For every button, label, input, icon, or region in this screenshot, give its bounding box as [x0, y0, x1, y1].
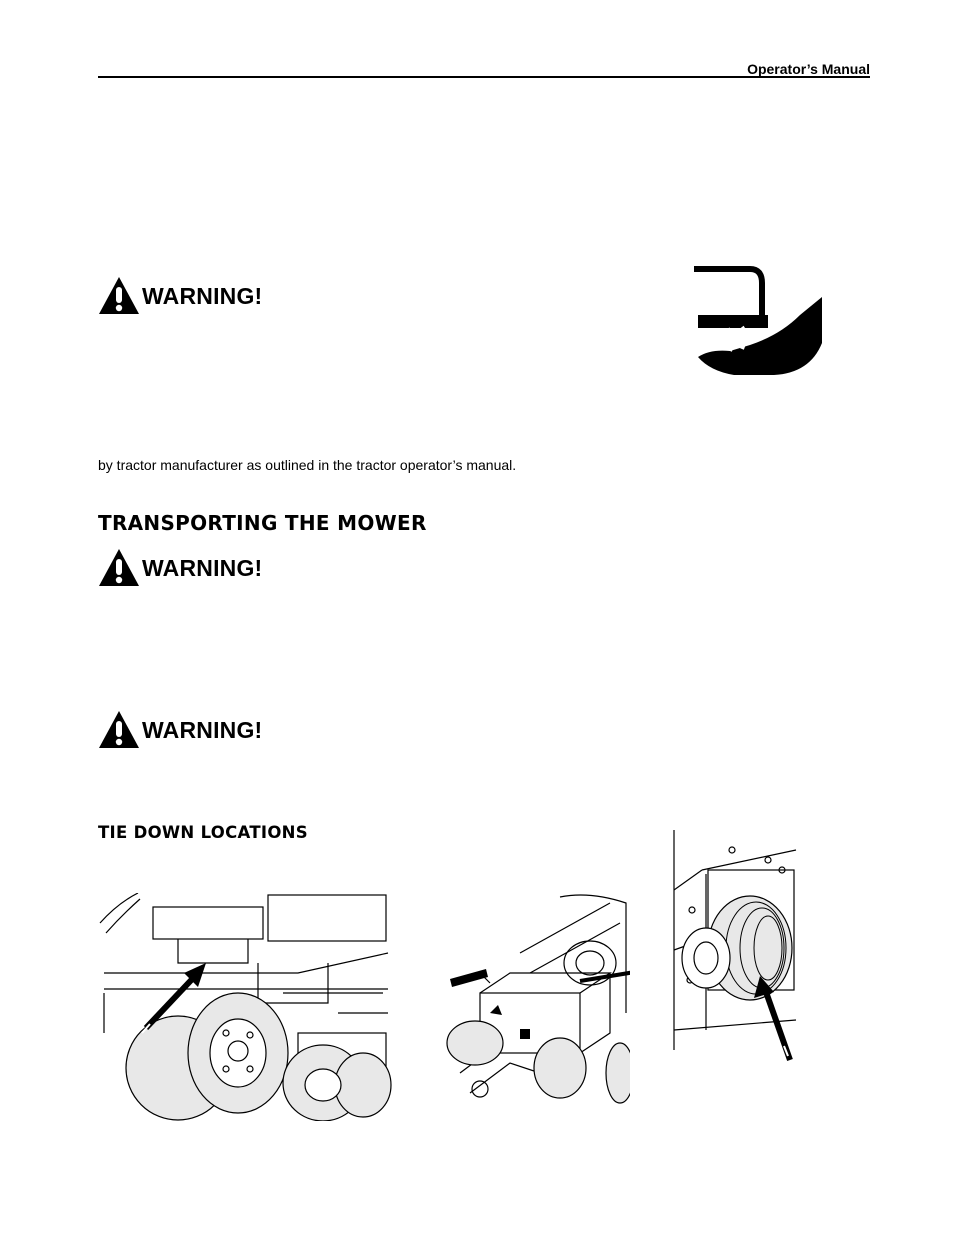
body-paragraph-line: by tractor manufacturer as outlined in the tractor operator’s manual. — [98, 457, 517, 473]
tie-down-illustration-detail — [672, 830, 797, 1066]
tie-down-illustration-rear — [98, 893, 393, 1121]
tie-down-illustration-front — [440, 893, 630, 1108]
header-rule — [98, 76, 870, 78]
page-header-title: Operator’s Manual — [747, 61, 870, 77]
warning-triangle-icon — [98, 548, 140, 588]
hand-crush-hazard-icon — [690, 265, 825, 380]
warning-block-2 — [98, 548, 262, 588]
section-heading-transporting: TRANSPORTING THE MOWER — [98, 511, 427, 535]
section-heading-tie-down: TIE DOWN LOCATIONS — [98, 823, 308, 842]
warning-label: WARNING! — [142, 554, 263, 581]
warning-triangle-icon — [98, 276, 140, 316]
warning-triangle-icon — [98, 710, 140, 750]
warning-block-1 — [98, 276, 262, 316]
warning-label: WARNING! — [142, 716, 263, 743]
warning-block-3 — [98, 710, 262, 750]
warning-label: WARNING! — [142, 282, 263, 309]
